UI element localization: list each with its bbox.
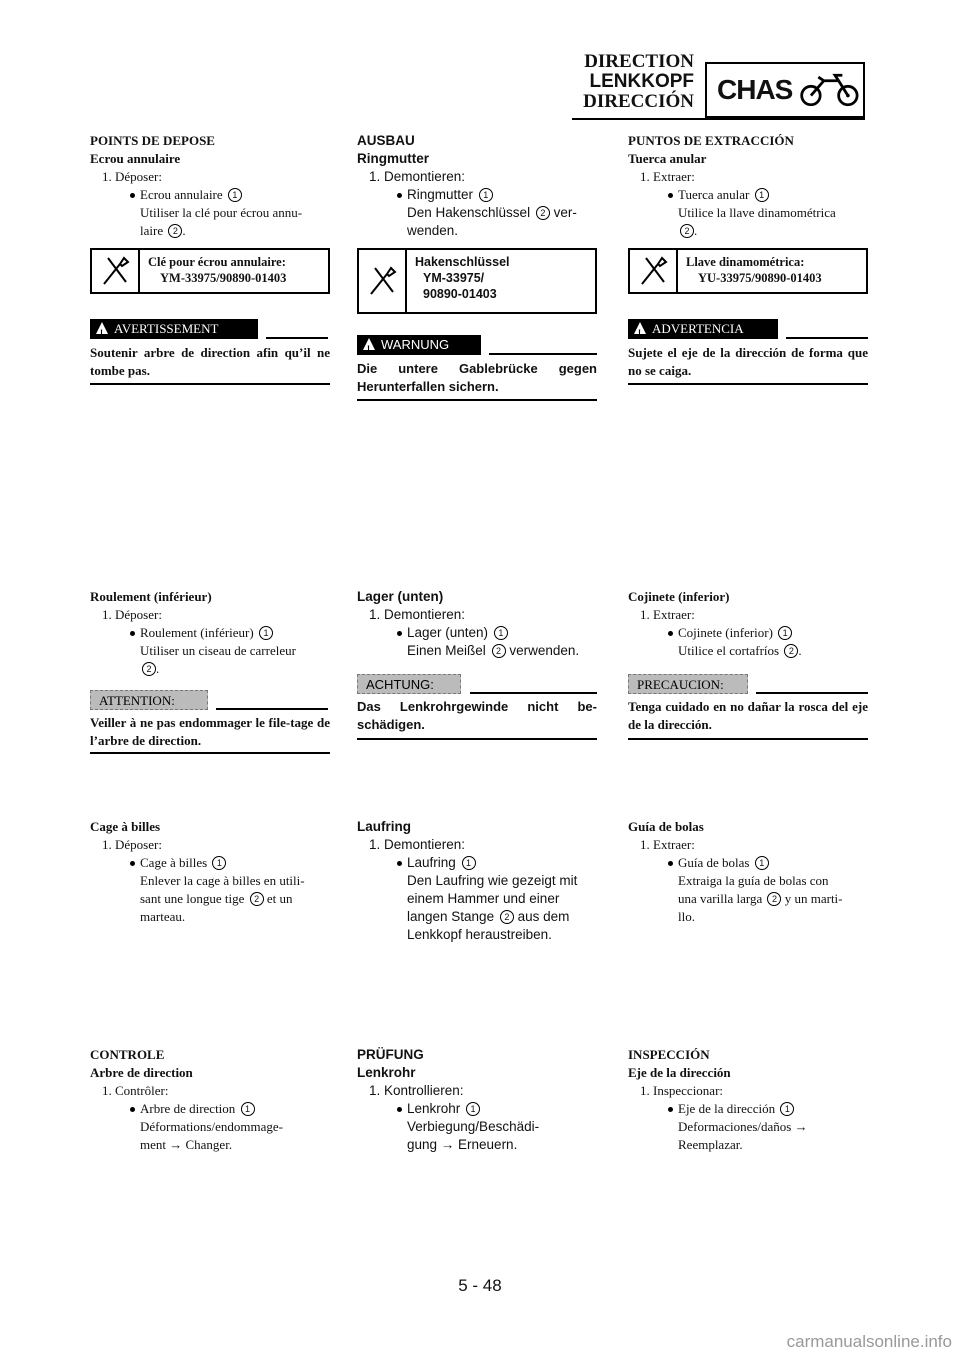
- de-warning-rule: [489, 353, 597, 355]
- de-sub: Einen Meißel 2 verwenden.: [407, 643, 580, 658]
- de-tool-box: [357, 248, 597, 314]
- section-title: [583, 52, 694, 112]
- de-heading: Laufring: [357, 819, 411, 834]
- chas-label: CHAS: [717, 74, 793, 105]
- es-warning-rule: [786, 337, 868, 339]
- es-caution-text: Tenga cuidado en no dañar la rosca del eje de la dirección.: [628, 699, 868, 732]
- es-caution-label: PRECAUCION:: [628, 674, 748, 694]
- es-section-bearing: [628, 588, 868, 660]
- de-warning-bottom-rule: [357, 399, 597, 401]
- fr-caution-label: ATTENTION:: [90, 690, 208, 710]
- fr-step: 1. Contrôler:: [102, 1083, 169, 1098]
- es-sub: Utilice la llave dinamométrica 2 .: [678, 205, 836, 238]
- title-es: DIRECCIÓN: [583, 91, 694, 112]
- es-step: 1. Extraer:: [640, 607, 695, 622]
- de-caution-bottom-rule: [357, 738, 597, 740]
- warning-icon: [96, 322, 108, 334]
- fr-section-bearing: [90, 588, 330, 678]
- fr-caution-bottom-rule: [90, 752, 330, 754]
- fr-warning-text: Soutenir arbre de direction afin qu’il ne tombe pas.: [90, 345, 330, 378]
- es-step: 1. Extraer:: [640, 169, 695, 184]
- fr-step: 1. Déposer:: [102, 837, 162, 852]
- de-heading: AUSBAU: [357, 133, 415, 148]
- fr-subheading: Ecrou annulaire: [90, 151, 181, 166]
- header-rule: [572, 118, 865, 120]
- de-sub: Verbiegung/Beschädi- gung → Erneuern.: [407, 1119, 540, 1152]
- de-warning-text: Die untere Gablebrücke gegen Herunterfallen sichern.: [357, 361, 597, 394]
- es-item: Eje de la dirección 1: [628, 1100, 868, 1118]
- es-subheading: Eje de la dirección: [628, 1065, 731, 1080]
- es-item: Guía de bolas 1: [628, 854, 868, 872]
- es-subheading: Tuerca anular: [628, 151, 707, 166]
- es-heading: PUNTOS DE EXTRACCIÓN: [628, 133, 794, 148]
- es-sub: Extraiga la guía de bolas con una varilla larga 2 y un marti- llo.: [678, 873, 843, 924]
- fr-warning-bottom-rule: [90, 383, 330, 385]
- de-tool-text: Hakenschlüssel YM-33975/ 90890-01403: [415, 255, 510, 301]
- fr-warning-label: ! AVERTISSEMENT: [90, 319, 258, 339]
- de-warning-label: ! WARNUNG: [357, 335, 481, 355]
- fr-warning-rule: [266, 337, 328, 339]
- de-heading: PRÜFUNG: [357, 1047, 424, 1062]
- de-subheading: Ringmutter: [357, 151, 429, 166]
- es-item: Tuerca anular 1: [628, 186, 868, 204]
- warning-icon: [634, 322, 646, 334]
- es-section-race: [628, 818, 868, 926]
- fr-tool-text: Clé pour écrou annulaire: YM-33975/90890-01403: [148, 255, 287, 285]
- es-tool-box: [628, 248, 868, 294]
- fr-heading: Roulement (inférieur): [90, 589, 212, 604]
- de-subheading: Lenkrohr: [357, 1065, 416, 1080]
- es-heading: Guía de bolas: [628, 819, 704, 834]
- de-caution-rule: [470, 692, 597, 694]
- fr-sub: Enlever la cage à billes en utili- sant une longue tige 2 et un marteau.: [140, 873, 305, 924]
- es-warning-bottom-rule: [628, 383, 868, 385]
- fr-item: Ecrou annulaire 1: [90, 186, 330, 204]
- wrench-icon: [359, 250, 407, 312]
- fr-section-race: [90, 818, 330, 926]
- de-caution-text: Das Lenkrohrgewinde nicht be-schädigen.: [357, 699, 597, 732]
- fr-item: Arbre de direction 1: [90, 1100, 330, 1118]
- de-sub: Den Hakenschlüssel 2 ver- wenden.: [407, 205, 577, 238]
- watermark: carmanualsonline.info: [786, 1332, 952, 1351]
- fr-section-inspection: [90, 1046, 330, 1154]
- fr-caution-rule: [216, 708, 328, 710]
- fr-caution-text: Veiller à ne pas endommager le file-tage de l’arbre de direction.: [90, 715, 330, 748]
- es-section-removal: [628, 132, 868, 240]
- motorcycle-icon: [798, 70, 863, 110]
- de-item: Lager (unten) 1: [357, 624, 597, 642]
- wrench-icon: [92, 250, 140, 292]
- de-caution-label: ACHTUNG:: [357, 674, 461, 694]
- es-caution-rule: [756, 692, 868, 694]
- fr-sub: Utiliser la clé pour écrou annu- laire 2 .: [140, 205, 303, 238]
- fr-sub: Utiliser un ciseau de carreleur 2 .: [140, 643, 296, 676]
- fr-heading: CONTROLE: [90, 1047, 165, 1062]
- de-item: Ringmutter 1: [357, 186, 597, 204]
- es-heading: INSPECCIÓN: [628, 1047, 710, 1062]
- es-warning-text: Sujete el eje de la dirección de forma que no se caiga.: [628, 345, 868, 378]
- es-sub: Deformaciones/daños → Reemplazar.: [678, 1119, 808, 1152]
- fr-section-removal: [90, 132, 330, 240]
- de-section-bearing: [357, 588, 597, 660]
- es-tool-text: Llave dinamométrica: YU-33975/90890-01403: [686, 255, 822, 285]
- fr-item: Cage à billes 1: [90, 854, 330, 872]
- es-heading: Cojinete (inferior): [628, 589, 730, 604]
- de-step: 1. Demontieren:: [369, 169, 466, 184]
- wrench-icon: [630, 250, 678, 292]
- fr-tool-box: [90, 248, 330, 294]
- es-step: 1. Extraer:: [640, 837, 695, 852]
- chas-badge: [705, 62, 865, 118]
- page-number: 5 - 48: [458, 1276, 502, 1295]
- de-step: 1. Demontieren:: [369, 607, 466, 622]
- fr-step: 1. Déposer:: [102, 169, 162, 184]
- warning-icon: [363, 338, 375, 350]
- de-sub: Den Laufring wie gezeigt mit einem Hammer und einer langen Stange 2 aus dem Lenkkopf heraustreiben.: [407, 873, 578, 942]
- fr-item: Roulement (inférieur) 1: [90, 624, 330, 642]
- fr-sub: Déformations/endommage- ment → Changer.: [140, 1119, 283, 1152]
- de-heading: Lager (unten): [357, 589, 444, 604]
- de-section-race: [357, 818, 597, 944]
- fr-heading: POINTS DE DEPOSE: [90, 133, 215, 148]
- fr-step: 1. Déposer:: [102, 607, 162, 622]
- de-item: Laufring 1: [357, 854, 597, 872]
- es-warning-label: ! ADVERTENCIA: [628, 319, 778, 339]
- fr-subheading: Arbre de direction: [90, 1065, 193, 1080]
- de-section-removal: [357, 132, 597, 240]
- es-step: 1. Inspeccionar:: [640, 1083, 724, 1098]
- de-step: 1. Kontrollieren:: [369, 1083, 464, 1098]
- title-fr: DIRECTION: [584, 51, 694, 72]
- de-section-inspection: [357, 1046, 597, 1154]
- es-item: Cojinete (inferior) 1: [628, 624, 868, 642]
- es-section-inspection: [628, 1046, 868, 1154]
- es-caution-bottom-rule: [628, 738, 868, 740]
- fr-heading: Cage à billes: [90, 819, 161, 834]
- es-sub: Utilice el cortafríos 2 .: [678, 643, 802, 658]
- title-de: LENKKOPF: [589, 71, 694, 92]
- de-step: 1. Demontieren:: [369, 837, 466, 852]
- de-item: Lenkrohr 1: [357, 1100, 597, 1118]
